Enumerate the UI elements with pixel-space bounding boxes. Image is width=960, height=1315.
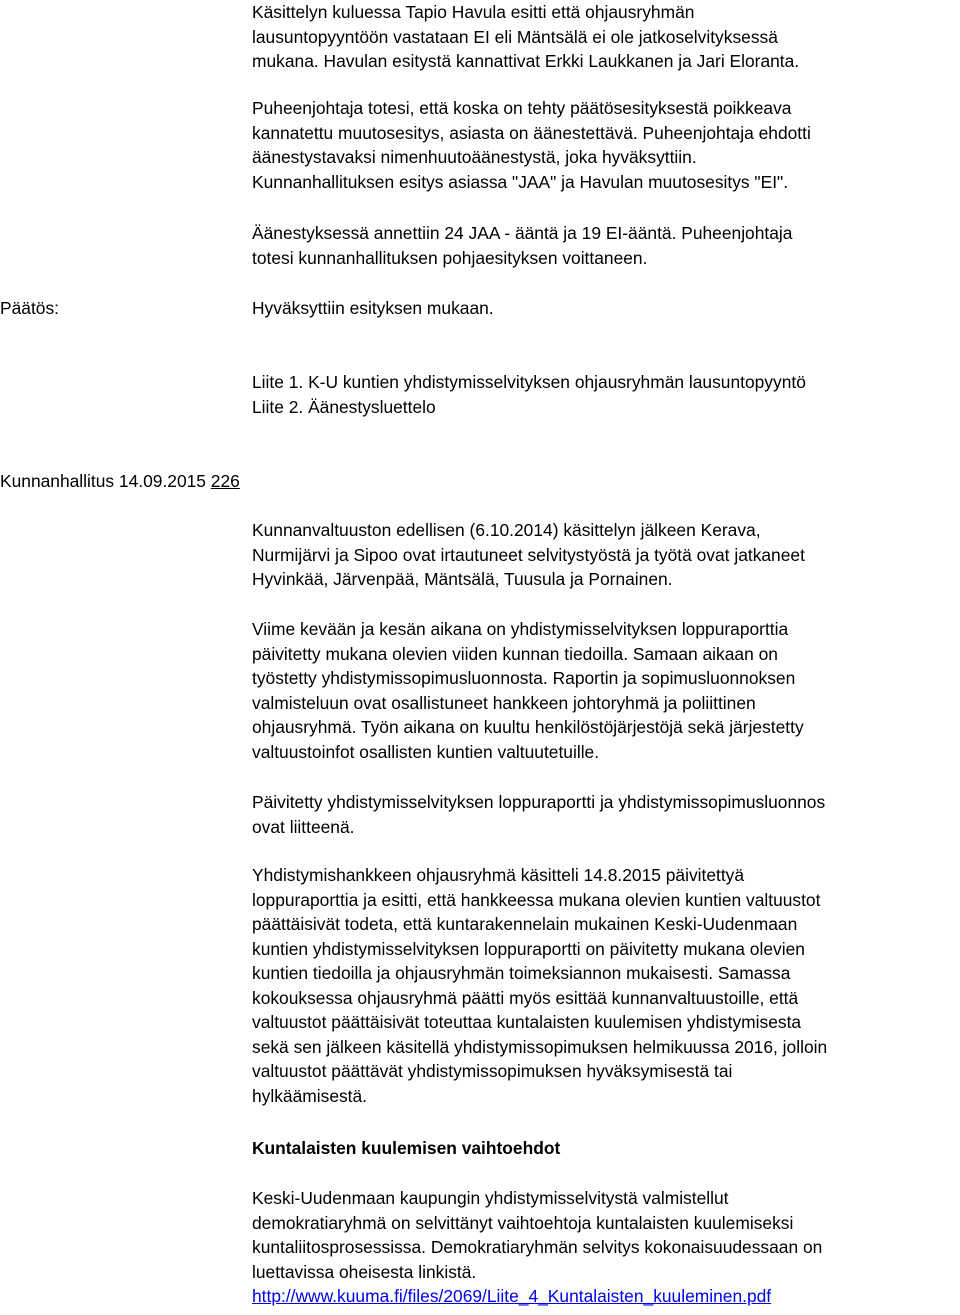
decision-text: Hyväksyttiin esityksen mukaan. bbox=[252, 298, 494, 318]
text-line: Kunnanvaltuuston edellisen (6.10.2014) käsittelyn jälkeen Kerava, bbox=[252, 520, 761, 540]
decision-label: Päätös: bbox=[0, 298, 59, 318]
text-line: Nurmijärvi ja Sipoo ovat irtautuneet selvitystyöstä ja työtä ovat jatkaneet bbox=[252, 544, 805, 565]
text-line: Hyvinkää, Järvenpää, Mäntsälä, Tuusula ja Pornainen. bbox=[252, 569, 673, 589]
paragraph bbox=[252, 617, 960, 764]
text-line: valmisteluun ovat osallistuneet hankkeen johtoryhmä ja poliittinen bbox=[252, 692, 756, 713]
text-line: ohjausryhmä. Työn aikana on kuultu henkilöstöjärjestöjä sekä järjestetty bbox=[252, 717, 804, 737]
text-line: Päivitetty yhdistymisselvityksen loppuraportti ja yhdistymissopimusluonnos bbox=[252, 792, 826, 812]
text-line: ovat liitteenä. bbox=[252, 816, 355, 837]
paragraph-background bbox=[252, 518, 960, 592]
attachment-item: Liite 1. K-U kuntien yhdistymisselvityksen ohjausryhmän lausuntopyyntö bbox=[252, 372, 806, 392]
paragraph bbox=[252, 1186, 960, 1309]
text-line: valtuustoinfot osallisten kuntien valtuutetuille. bbox=[252, 741, 600, 762]
text-line: luettavissa oheisesta linkistä. bbox=[252, 1261, 477, 1282]
paragraph bbox=[252, 790, 960, 839]
text-line: sekä sen jälkeen käsitellä yhdistymissopimuksen helmikuussa 2016, jolloin bbox=[252, 1036, 828, 1057]
section-heading-block bbox=[252, 1136, 960, 1161]
paragraph bbox=[252, 863, 960, 1108]
attachments-list bbox=[252, 370, 960, 419]
meeting-header-text: Kunnanhallitus 14.09.2015 bbox=[0, 471, 211, 491]
text-line: totesi kunnanhallituksen pohjaesityksen voittaneen. bbox=[252, 247, 648, 268]
text-line: Viime kevään ja kesän aikana on yhdistymisselvityksen loppuraporttia bbox=[252, 619, 789, 639]
document-link[interactable]: http://www.kuuma.fi/files/2069/Liite_4_Kuntalaisten_kuuleminen.pdf bbox=[252, 1286, 772, 1306]
text-line: päivitetty mukana olevien viiden kunnan tiedoilla. Samaan aikaan on bbox=[252, 643, 778, 664]
text-line: työstetty yhdistymissopimusluonnosta. Raportin ja sopimusluonnoksen bbox=[252, 668, 796, 688]
text-line: lausuntopyyntöön vastataan EI eli Mäntsälä ei ole jatkoselvityksessä bbox=[252, 26, 778, 47]
decision-text-block bbox=[252, 296, 960, 321]
text-line: kuntaliitosprosessissa. Demokratiaryhmän selvitys kokonaisuudessaan on bbox=[252, 1237, 823, 1257]
paragraph-vote-result bbox=[252, 221, 960, 270]
text-line: Keski-Uudenmaan kaupungin yhdistymisselvitystä valmistellut bbox=[252, 1188, 729, 1208]
paragraph-proposal-vote bbox=[252, 0, 960, 74]
text-line: Kunnanhallituksen esitys asiassa "JAA" ja Havulan muutosesitys "EI". bbox=[252, 171, 789, 192]
attachment-item: Liite 2. Äänestysluettelo bbox=[252, 396, 436, 417]
paragraph-steering-group bbox=[252, 863, 960, 1108]
text-line: demokratiaryhmä on selvittänyt vaihtoehtoja kuntalaisten kuulemiseksi bbox=[252, 1212, 794, 1233]
text-line: Yhdistymishankkeen ohjausryhmä käsitteli 14.8.2015 päivitettyä bbox=[252, 865, 745, 885]
text-line: Äänestyksessä annettiin 24 JAA - ääntä ja 19 EI-ääntä. Puheenjohtaja bbox=[252, 223, 793, 243]
text-line: kannatettu muutosesitys, asiasta on äänestettävä. Puheenjohtaja ehdotti bbox=[252, 122, 811, 143]
attachments bbox=[252, 370, 960, 419]
text-line: Käsittelyn kuluessa Tapio Havula esitti että ohjausryhmän bbox=[252, 2, 695, 22]
text-line: kuntien tiedoilla ja ohjausryhmän toimeksiannon mukaisesti. Samassa bbox=[252, 963, 791, 983]
text-line: hylkäämisestä. bbox=[252, 1085, 368, 1106]
text-line: valtuustot päättävät yhdistymissopimuksen hyväksymisestä tai bbox=[252, 1061, 733, 1081]
section-heading: Kuntalaisten kuulemisen vaihtoehdot bbox=[252, 1138, 561, 1158]
paragraph bbox=[252, 221, 960, 270]
paragraph bbox=[252, 96, 960, 194]
paragraph-report-update bbox=[252, 617, 960, 764]
paragraph-chair-statement bbox=[252, 96, 960, 194]
text-line: mukana. Havulan esitystä kannattivat Erkki Laukkanen ja Jari Eloranta. bbox=[252, 51, 800, 71]
text-line: valtuustot päättäisivät toteuttaa kuntalaisten kuulemisen yhdistymisesta bbox=[252, 1012, 802, 1032]
text-line: äänestystavaksi nimenhuutoäänestystä, joka hyväksyttiin. bbox=[252, 147, 697, 167]
text-line: Puheenjohtaja totesi, että koska on tehty päätösesityksestä poikkeava bbox=[252, 98, 792, 118]
text-line: loppuraporttia ja esitti, että hankkeessa mukana olevien kuntien valtuustot bbox=[252, 889, 821, 910]
section-number: 226 bbox=[210, 471, 240, 491]
text-line: päättäisivät todeta, että kuntarakennelain mukainen Keski-Uudenmaan bbox=[252, 914, 798, 934]
paragraph-democracy-group bbox=[252, 1186, 960, 1309]
paragraph bbox=[252, 518, 960, 592]
text-line: kokouksessa ohjausryhmä päätti myös esittää kunnanvaltuustoille, että bbox=[252, 987, 799, 1008]
paragraph bbox=[252, 0, 960, 74]
text-line: kuntien yhdistymisselvityksen loppuraportti on päivitetty mukana olevien bbox=[252, 938, 805, 959]
paragraph-appendices bbox=[252, 790, 960, 839]
meeting-header bbox=[0, 469, 240, 494]
